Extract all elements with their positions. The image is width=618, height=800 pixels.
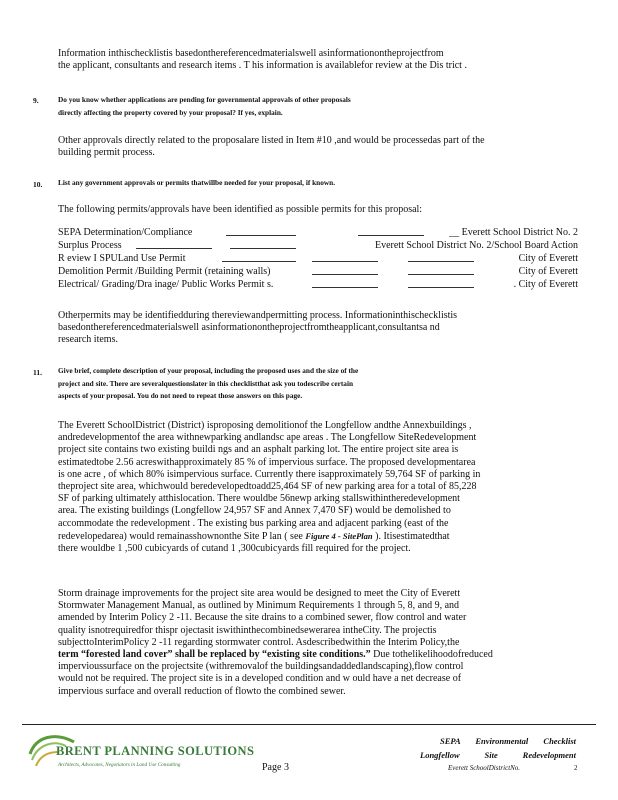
leader-line bbox=[312, 274, 378, 275]
q11-p1-line-figure bbox=[58, 530, 578, 543]
brand-name: BRENT PLANNING SOLUTIONS bbox=[56, 744, 255, 758]
footer-district: Everett SchoolDistrictNo. bbox=[448, 764, 521, 772]
permit-agency: Everett School District No. 2/School Board Action bbox=[374, 240, 578, 251]
q11-paragraph-1 bbox=[58, 420, 578, 555]
q11-p2-line: impervioussurface on the projectsite (withremovalof the buildingsandaddedlandscaping),flow control bbox=[58, 661, 464, 673]
permit-name: SEPA Determination/Compliance bbox=[58, 227, 193, 238]
q11-p2-line: impervious surface and overall reduction of flowto the combined sewer. bbox=[58, 685, 346, 697]
permit-row bbox=[58, 252, 578, 265]
q11-p2-line: quality isnotrequiredfor thispr ojectasit iswithinthecombinedsewerarea intheCity. The projectis bbox=[58, 624, 437, 636]
q10-question bbox=[58, 177, 578, 190]
q11-p2-line: Storm drainage improvements for the project site area would be designed to meet the City of Everett bbox=[58, 588, 461, 599]
permit-name: R eview I SPULand Use Permit bbox=[58, 253, 186, 264]
q9-answer-line-2: building permit process. bbox=[58, 147, 155, 159]
leader-line bbox=[408, 274, 474, 275]
permit-name: Electrical/ Grading/Dra inage/ Public Works Permit s. bbox=[58, 279, 274, 290]
q11-question-line-2: project and site. There are severalquestionslater in this checklistthat ask you todescribe certain bbox=[58, 378, 354, 388]
q11-p2-line: would not be required. The project site is in a developed condition and w ould have a net decrease of bbox=[58, 673, 462, 685]
leader-line bbox=[408, 261, 474, 262]
q11-question-line-3: aspects of your proposal. You do not need to repeat those answers on this page. bbox=[58, 391, 303, 400]
q11-p1-line: The Everett SchoolDistrict (District) isproposing demolitionof the Longfellow andthe Annexbuildings , bbox=[58, 420, 472, 431]
q10-closing-line-3: research items. bbox=[58, 334, 118, 346]
q9-question-line-2: directly affecting the property covered by your proposal? If yes, explain. bbox=[58, 107, 283, 117]
intro-line-1: Information inthischecklistis basedonthereferencedmaterialswell asinformationontheprojectfrom bbox=[58, 48, 444, 59]
q9-question bbox=[58, 94, 578, 119]
q11-p2-bold-line bbox=[58, 649, 578, 661]
footer-checklist-title: SEPA Environmental Checklist bbox=[440, 736, 576, 746]
q11-p1-line: andredevelopmentof the area withnewparking andlandsc ape areas . The Longfellow SiteRedevelopment bbox=[58, 432, 477, 444]
q11-p1-line: theproject site area, whichwould beredevelopedtoadd25,464 SF of new parking area for a total of 85,228 bbox=[58, 481, 477, 493]
permit-agency: City of Everett bbox=[518, 253, 578, 264]
leader-line bbox=[312, 261, 378, 262]
permit-agency: . City of Everett bbox=[513, 279, 578, 290]
q11-number: 11. bbox=[33, 368, 42, 377]
permit-row bbox=[58, 278, 578, 291]
leader-line bbox=[358, 235, 424, 236]
q10-intro bbox=[58, 204, 578, 216]
q11-p1-line: area. The existing buildings (Longfellow 24,957 SF and Annex 7,470 SF) would be demolished to bbox=[58, 505, 451, 517]
leader-line bbox=[230, 248, 296, 249]
leader-line bbox=[226, 235, 296, 236]
leader-line bbox=[136, 248, 212, 249]
q11-p2-bold-after: Due tothelikelihoodofreduced bbox=[370, 649, 493, 661]
permit-row bbox=[58, 239, 578, 252]
permit-row bbox=[58, 226, 578, 239]
page-number: Page 3 bbox=[262, 762, 289, 773]
footer-rule bbox=[22, 724, 596, 725]
q9-question-line-1: Do you know whether applications are pending for governmental approvals of other proposals bbox=[58, 95, 351, 104]
brand-tagline: Architects, Advocates, Negotiators in Land Use Consulting bbox=[58, 762, 181, 768]
permit-name: Demolition Permit /Building Permit (retaining walls) bbox=[58, 266, 271, 277]
leader-line bbox=[408, 287, 474, 288]
q11-paragraph-2 bbox=[58, 588, 578, 698]
figure-reference: Figure 4 - SitePlan bbox=[305, 530, 373, 541]
intro-line-2: the applicant, consultants and research items . T his information is availablefor review at the Dis trict . bbox=[58, 60, 467, 72]
intro-paragraph bbox=[58, 48, 578, 72]
q11-p1-line: estimatedtobe 2.56 acreswithapproximately 85 % of impervious surface. The proposed developmentarea bbox=[58, 456, 476, 468]
q11-p1-line: SF of parking ultimately atthislocation. There wouldbe 56newp arking stallswithintheredevelopment bbox=[58, 493, 460, 505]
permit-row bbox=[58, 265, 578, 278]
q11-question bbox=[58, 365, 578, 403]
permit-list bbox=[58, 226, 578, 291]
q10-number: 10. bbox=[33, 180, 43, 189]
q9-answer bbox=[58, 135, 578, 159]
q11-p2-line: Stormwater Management Manual, as outlined by Minimum Requirements 1 through 5, 8, and 9, and bbox=[58, 600, 460, 612]
q10-closing-line-1: Otherpermits may be identifiedduring thereviewandpermitting process. Informationinthischecklistis bbox=[58, 310, 458, 321]
q11-p1-line: project site contains two existing buildi ngs and an asphalt parking lot. The entire project site area is bbox=[58, 444, 459, 456]
footer-district-number: 2 bbox=[574, 764, 578, 772]
permit-agency: City of Everett bbox=[518, 266, 578, 277]
permit-name: Surplus Process bbox=[58, 240, 122, 251]
q11-p1-line: there wouldbe 1 ,500 cubicyards of cutand 1 ,300cubicyards fill required for the project. bbox=[58, 543, 411, 555]
q11-p1-line-text: redevelopedarea) would remainasshownonthe Site P lan ( see bbox=[58, 530, 303, 542]
q9-answer-line-1: Other approvals directly related to the proposalare listed in Item #10 ,and would be processedas part of the bbox=[58, 135, 485, 146]
q10-question-line-1: List any government approvals or permits thatwillbe needed for your proposal, if known. bbox=[58, 178, 336, 187]
permit-agency: __ Everett School District No. 2 bbox=[449, 227, 578, 238]
leader-line bbox=[222, 261, 296, 262]
q10-closing bbox=[58, 310, 578, 347]
bold-quote: term “forested land cover” shall be replaced by “existing site conditions.” bbox=[58, 649, 371, 661]
q11-p1-line: is one acre , of which 80% isimpervious surface. Currently there isapproximately 59,764 SF of parking in bbox=[58, 468, 481, 480]
q10-closing-line-2: basedonthereferencedmaterialswell asinformationontheprojectfromtheapplicant,consultantsa nd bbox=[58, 322, 440, 334]
footer-project-title: Longfellow Site Redevelopment bbox=[420, 750, 576, 760]
q9-number: 9. bbox=[33, 96, 39, 105]
q10-intro-line: The following permits/approvals have been identified as possible permits for this proposal: bbox=[58, 204, 423, 215]
q11-p1-line: accommodate the redevelopment . The existing bus parking area and adjacent parking (east of the bbox=[58, 517, 449, 529]
q11-p2-line: amended by Interim Policy 2 -11. Because the site drains to a combined sewer, flow control and water bbox=[58, 612, 467, 624]
q11-p2-line: subjecttoInterimPolicy 2 -11 regarding stormwater control. Asdescribedwithin the Interim Policy,the bbox=[58, 636, 460, 648]
q11-p1-after-figure: ). Itisestimatedthat bbox=[375, 530, 450, 542]
leader-line bbox=[312, 287, 378, 288]
q11-question-line-1: Give brief, complete description of your proposal, including the proposed uses and the size of the bbox=[58, 366, 359, 375]
